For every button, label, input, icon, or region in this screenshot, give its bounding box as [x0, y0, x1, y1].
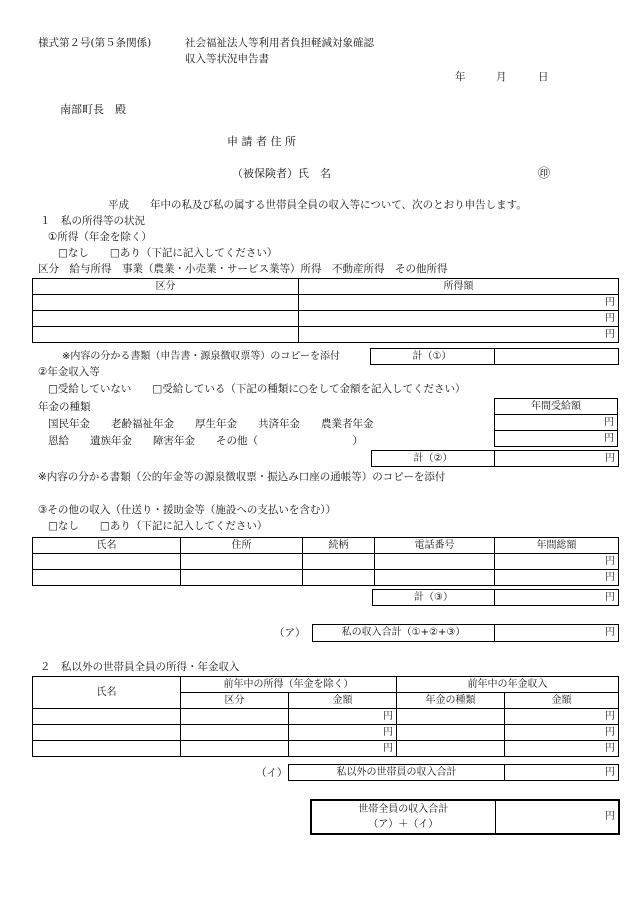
income-table [32, 278, 619, 343]
other-income-table [32, 537, 619, 586]
income-amount-cell[interactable]: 円 [299, 311, 619, 327]
grand-total-label-line2: （ア）＋（イ） [368, 819, 439, 830]
pension-title: ②年金収入等 [38, 366, 100, 378]
table-row [33, 327, 619, 343]
table-row [33, 677, 619, 693]
household-category-cell[interactable] [181, 709, 289, 725]
household-total-table [288, 764, 619, 781]
other-col-relation: 続柄 [303, 538, 375, 554]
income-total-value[interactable] [494, 349, 618, 365]
income-amount-cell[interactable]: 円 [299, 327, 619, 343]
other-address-cell[interactable] [181, 554, 303, 570]
household-group-pension: 前年中の年金収入 [397, 677, 619, 693]
date-year-label: 年 [455, 71, 466, 83]
table-row [33, 570, 619, 586]
household-total-label: 私以外の世帯員の収入合計 [289, 765, 505, 781]
table-row [32, 349, 618, 365]
table-row [33, 311, 619, 327]
section1-title: １ 私の所得等の状況 [40, 215, 145, 227]
household-category-cell[interactable] [181, 741, 289, 757]
other-total-table [372, 589, 619, 606]
table-row [373, 590, 619, 606]
household-col-pension-amount: 金額 [505, 693, 619, 709]
household-pension-type-cell[interactable] [397, 741, 505, 757]
household-category-cell[interactable] [181, 725, 289, 741]
household-amount-cell[interactable]: 円 [289, 709, 397, 725]
income-category-cell[interactable] [33, 311, 299, 327]
my-total-value[interactable]: 円 [495, 625, 619, 642]
my-total-table [312, 624, 619, 642]
form-number: 様式第２号(第５条関係) [38, 37, 152, 49]
income-category-cell[interactable] [33, 327, 299, 343]
other-col-annual: 年間総額 [495, 538, 619, 554]
grand-total-label-line1: 世帯全員の収入合計 [358, 804, 449, 815]
pension-types-row2: 恩給 遺族年金 障害年金 その他（ ） [48, 435, 363, 447]
household-group-income: 前年中の所得（年金を除く） [181, 677, 397, 693]
pension-amount-table [494, 398, 618, 447]
declaration-text: 平成 年中の私及び私の属する世帯員全員の収入等について、次のとおり申告します。 [108, 199, 527, 211]
table-row [33, 554, 619, 570]
table-row [33, 741, 619, 757]
table-row [33, 538, 619, 554]
income-col-category: 区分 [33, 279, 299, 295]
my-total-mark: （ア） [274, 627, 306, 639]
addressee: 南部町長 殿 [60, 103, 126, 116]
household-col-category: 区分 [181, 693, 289, 709]
income-total-table [32, 348, 619, 365]
income-col-amount: 所得額 [299, 279, 619, 295]
table-row [495, 415, 618, 431]
household-col-amount: 金額 [289, 693, 397, 709]
income-note: ※内容の分かる書類（申告書・源泉徴収票等）のコピーを添付 [62, 350, 340, 362]
my-total-label: 私の収入合計（①+②+③） [313, 625, 495, 642]
applicant-name-label: （被保険者）氏 名 [232, 167, 331, 180]
household-pension-amount-cell[interactable]: 円 [505, 741, 619, 757]
form-title-line2: 収入等状況申告書 [185, 53, 269, 65]
household-pension-type-cell[interactable] [397, 709, 505, 725]
pension-types-row1: 国民年金 老齢福祉年金 厚生年金 共済年金 農業者年金 [48, 418, 374, 430]
other-income-options: □なし □あり（下記に記入してください） [48, 520, 268, 532]
date-month-label: 月 [496, 71, 507, 83]
table-row [289, 765, 619, 781]
table-row [372, 451, 619, 467]
income-categories: 区分 給与所得 事業（農業・小売業・サービス業等）所得 不動産所得 その他所得 [38, 263, 448, 275]
income-category-cell[interactable] [33, 295, 299, 311]
table-row [313, 625, 619, 642]
income-options: □なし □あり（下記に記入してください） [58, 247, 278, 259]
household-amount-cell[interactable]: 円 [289, 725, 397, 741]
other-total-value[interactable]: 円 [495, 590, 619, 606]
table-row [33, 725, 619, 741]
other-annual-cell[interactable]: 円 [495, 570, 619, 586]
table-row [311, 800, 619, 834]
other-relation-cell[interactable] [303, 570, 375, 586]
other-phone-cell[interactable] [375, 554, 495, 570]
household-total-mark: （イ） [256, 767, 288, 779]
date-day-label: 日 [538, 71, 549, 83]
section2-title: ２ 私以外の世帯員全員の所得・年金収入 [40, 661, 240, 673]
household-name-cell[interactable] [33, 741, 181, 757]
other-col-name: 氏名 [33, 538, 181, 554]
table-row [33, 709, 619, 725]
household-table [32, 676, 619, 757]
income-title: ①所得（年金を除く） [48, 231, 152, 243]
pension-options: □受給していない □受給している（下記の種類に○をして金額を記入してください） [48, 383, 466, 395]
table-row [495, 431, 618, 447]
household-pension-amount-cell[interactable]: 円 [505, 709, 619, 725]
other-address-cell[interactable] [181, 570, 303, 586]
other-name-cell[interactable] [33, 554, 181, 570]
other-phone-cell[interactable] [375, 570, 495, 586]
pension-total-label: 計（②） [372, 451, 495, 467]
pension-amount-cell[interactable]: 円 [495, 431, 618, 447]
household-amount-cell[interactable]: 円 [289, 741, 397, 757]
household-col-name: 氏名 [33, 677, 181, 709]
grand-total-table [310, 799, 620, 835]
household-total-value[interactable]: 円 [505, 765, 619, 781]
form-title-line1: 社会福祉法人等利用者負担軽減対象確認 [185, 37, 374, 49]
grand-total-value[interactable]: 円 [495, 800, 619, 834]
pension-total-table [371, 450, 619, 467]
pension-total-value[interactable]: 円 [495, 451, 619, 467]
applicant-address-label: 申 請 者 住 所 [227, 135, 296, 148]
other-col-address: 住所 [181, 538, 303, 554]
household-pension-amount-cell[interactable]: 円 [505, 725, 619, 741]
table-row [33, 279, 619, 295]
other-relation-cell[interactable] [303, 554, 375, 570]
table-row [495, 399, 618, 415]
other-annual-cell[interactable]: 円 [495, 554, 619, 570]
income-total-label: 計（①） [370, 349, 494, 365]
pension-col-annual: 年間受給額 [495, 399, 618, 415]
pension-note: ※内容の分かる書類（公的年金等の源泉徴収票・振込み口座の通帳等）のコピーを添付 [38, 471, 446, 483]
pension-amount-cell[interactable]: 円 [495, 415, 618, 431]
income-amount-cell[interactable]: 円 [299, 295, 619, 311]
household-name-cell[interactable] [33, 709, 181, 725]
other-name-cell[interactable] [33, 570, 181, 586]
other-col-phone: 電話番号 [375, 538, 495, 554]
other-total-label: 計（③） [373, 590, 495, 606]
table-row [33, 295, 619, 311]
pension-types-label: 年金の種類 [38, 401, 91, 413]
seal-mark: ㊞ [538, 166, 551, 180]
household-col-pension-type: 年金の種類 [397, 693, 505, 709]
household-pension-type-cell[interactable] [397, 725, 505, 741]
grand-total-label [311, 800, 495, 834]
household-name-cell[interactable] [33, 725, 181, 741]
other-income-title: ③その他の収入（仕送り・援助金等（施設への支払いを含む）） [38, 504, 337, 516]
